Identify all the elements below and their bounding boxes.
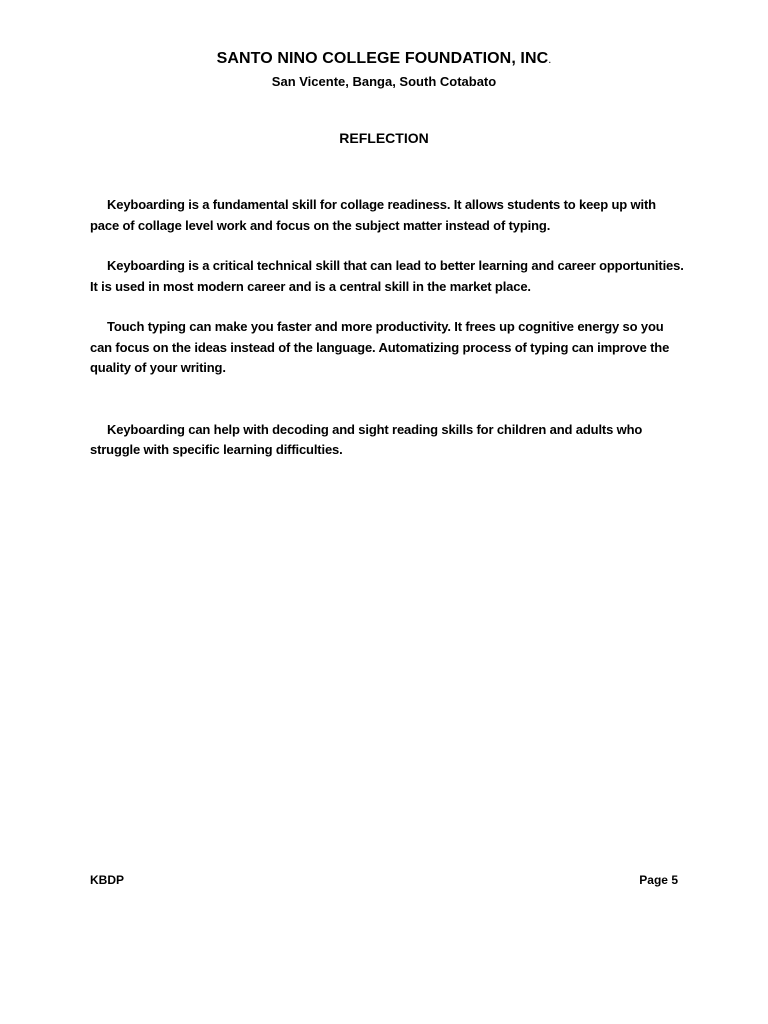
document-body [90, 195, 684, 461]
institution-address: San Vicente, Banga, South Cotabato [271, 74, 497, 89]
paragraph-1: Keyboarding is a fundamental skill for collage readiness. It allows students to keep up with pace of collage level work and focus on the subject matter instead of typing. [90, 197, 656, 233]
institution-name [0, 50, 768, 68]
institution-name-suffix: . [548, 54, 552, 66]
paragraph-3: Touch typing can make you faster and more productivity. It frees up cognitive energy so you can focus on the ideas instead of the language. Automatizing process of typing can improve the quality of your writing. [90, 319, 670, 375]
institution-name-text: SANTO NINO COLLEGE FOUNDATION, INC [216, 50, 549, 67]
paragraph-4: Keyboarding can help with decoding and sight reading skills for children and adults who struggle with specific learning difficulties. [90, 421, 643, 457]
page-number: Page 5 [639, 873, 678, 887]
paragraph-2: Keyboarding is a critical technical skill that can lead to better learning and career opportunities. It is used in most modern career and is a central skill in the market place. [90, 258, 684, 294]
footer-label: KBDP [90, 873, 125, 887]
document-title: REFLECTION [339, 130, 429, 146]
